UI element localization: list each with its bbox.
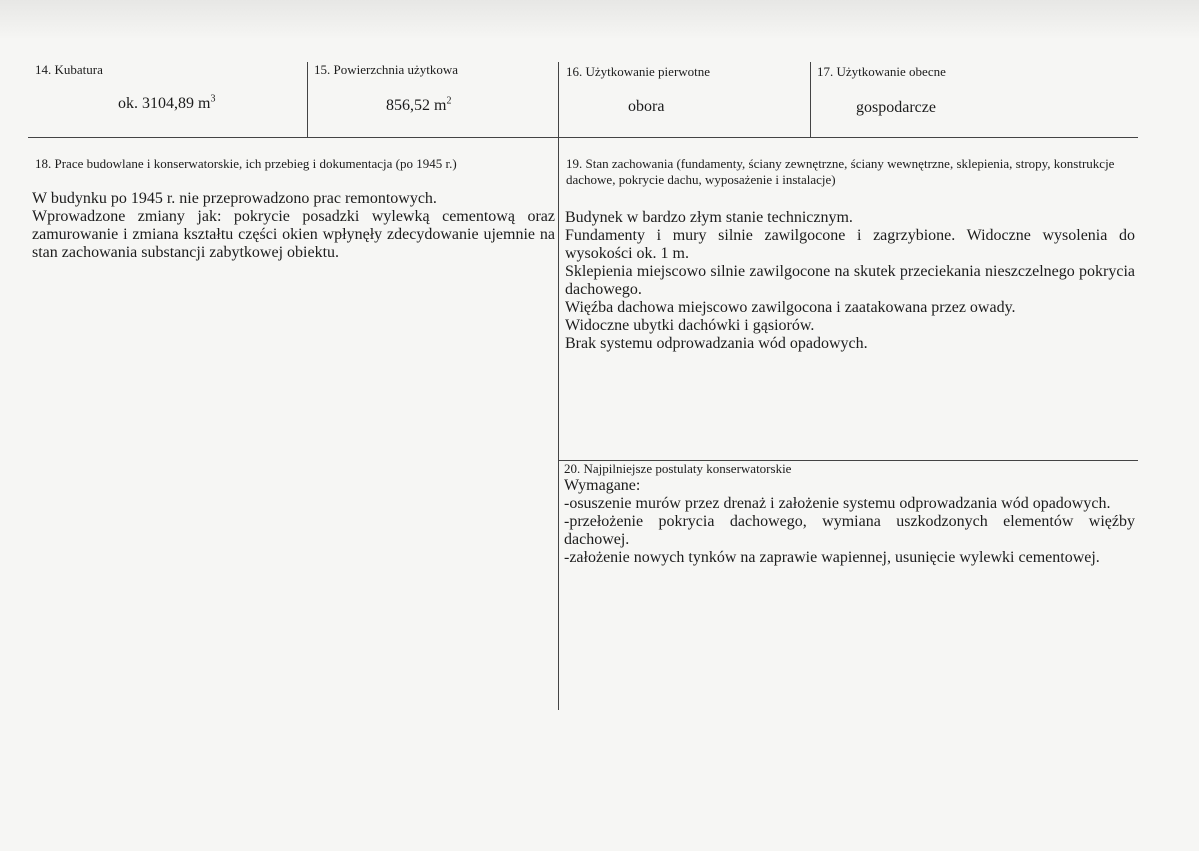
field-uzytkowanie-obecne-label: 17. Użytkowanie obecne bbox=[817, 64, 946, 79]
row-divider-top bbox=[28, 137, 1138, 138]
stan-line: Sklepienia miejscowo silnie zawilgocone na skutek przeciekania nieszczelnego pokrycia dachowego. bbox=[565, 263, 1135, 298]
prace-paragraph-1: W budynku po 1945 r. nie przeprowadzono prac remontowych. bbox=[32, 190, 437, 207]
postulaty-intro: Wymagane: bbox=[564, 477, 641, 494]
field-powierzchnia-label: 15. Powierzchnia użytkowa bbox=[314, 62, 459, 77]
field-stan-label: 19. Stan zachowania (fundamenty, ściany zewnętrzne, ściany wewnętrzne, sklepienia, stropy, konstrukcje dachowe, pokrycie dachu, wyposażenie i instalacje) bbox=[566, 156, 1115, 187]
column-divider-15 bbox=[307, 62, 308, 137]
field-postulaty-text bbox=[564, 477, 1135, 567]
field-uzytkowanie-pierwotne-label: 16. Użytkowanie pierwotne bbox=[566, 64, 711, 79]
field-kubatura-unit-exponent: 3 bbox=[210, 93, 216, 105]
stan-line: Więźba dachowa miejscowo zawilgocona i zaatakowana przez owady. bbox=[565, 299, 1016, 316]
field-uzytkowanie-obecne-value: gospodarcze bbox=[856, 99, 936, 116]
page-top-edge bbox=[0, 0, 1199, 40]
column-divider-main bbox=[558, 62, 559, 710]
stan-line: Widoczne ubytki dachówki i gąsiorów. bbox=[565, 317, 815, 334]
field-powierzchnia-value: 856,52 $m^2$ bbox=[386, 95, 452, 114]
field-uzytkowanie-pierwotne-value: obora bbox=[628, 98, 665, 115]
field-powierzchnia-unit-exponent: 2 bbox=[446, 95, 452, 107]
field-postulaty-label: 20. Najpilniejsze postulaty konserwatorskie bbox=[564, 461, 792, 476]
stan-line: Budynek w bardzo złym stanie technicznym. bbox=[565, 209, 853, 226]
stan-line: Brak systemu odprowadzania wód opadowych. bbox=[565, 335, 868, 352]
field-prace-label: 18. Prace budowlane i konserwatorskie, ich przebieg i dokumentacja (po 1945 r.) bbox=[35, 156, 457, 171]
field-kubatura-value: ok. 3104,89 $m^3$ bbox=[118, 93, 216, 112]
postulaty-item: -przełożenie pokrycia dachowego, wymiana uszkodzonych elementów więźby dachowej. bbox=[564, 513, 1135, 548]
postulaty-item: -osuszenie murów przez drenaż i założenie systemu odprowadzania wód opadowych. bbox=[564, 495, 1111, 512]
stan-line: Fundamenty i mury silnie zawilgocone i zagrzybione. Widoczne wysolenia do wysokości ok. 1 m. bbox=[565, 227, 1135, 262]
prace-paragraph-2: Wprowadzone zmiany jak: pokrycie posadzki wylewką cementową oraz zamurowanie i zmiana kształtu części okien wpłynęły zdecydowanie ujemnie na stan zachowania substancji zabytkowej obiektu. bbox=[32, 208, 555, 261]
field-kubatura-label: 14. Kubatura bbox=[35, 62, 103, 77]
field-stan-text bbox=[565, 209, 1135, 353]
column-divider-17 bbox=[810, 62, 811, 137]
field-prace-text bbox=[32, 190, 555, 262]
postulaty-item: -założenie nowych tynków na zaprawie wapiennej, usunięcie wylewki cementowej. bbox=[564, 549, 1100, 566]
